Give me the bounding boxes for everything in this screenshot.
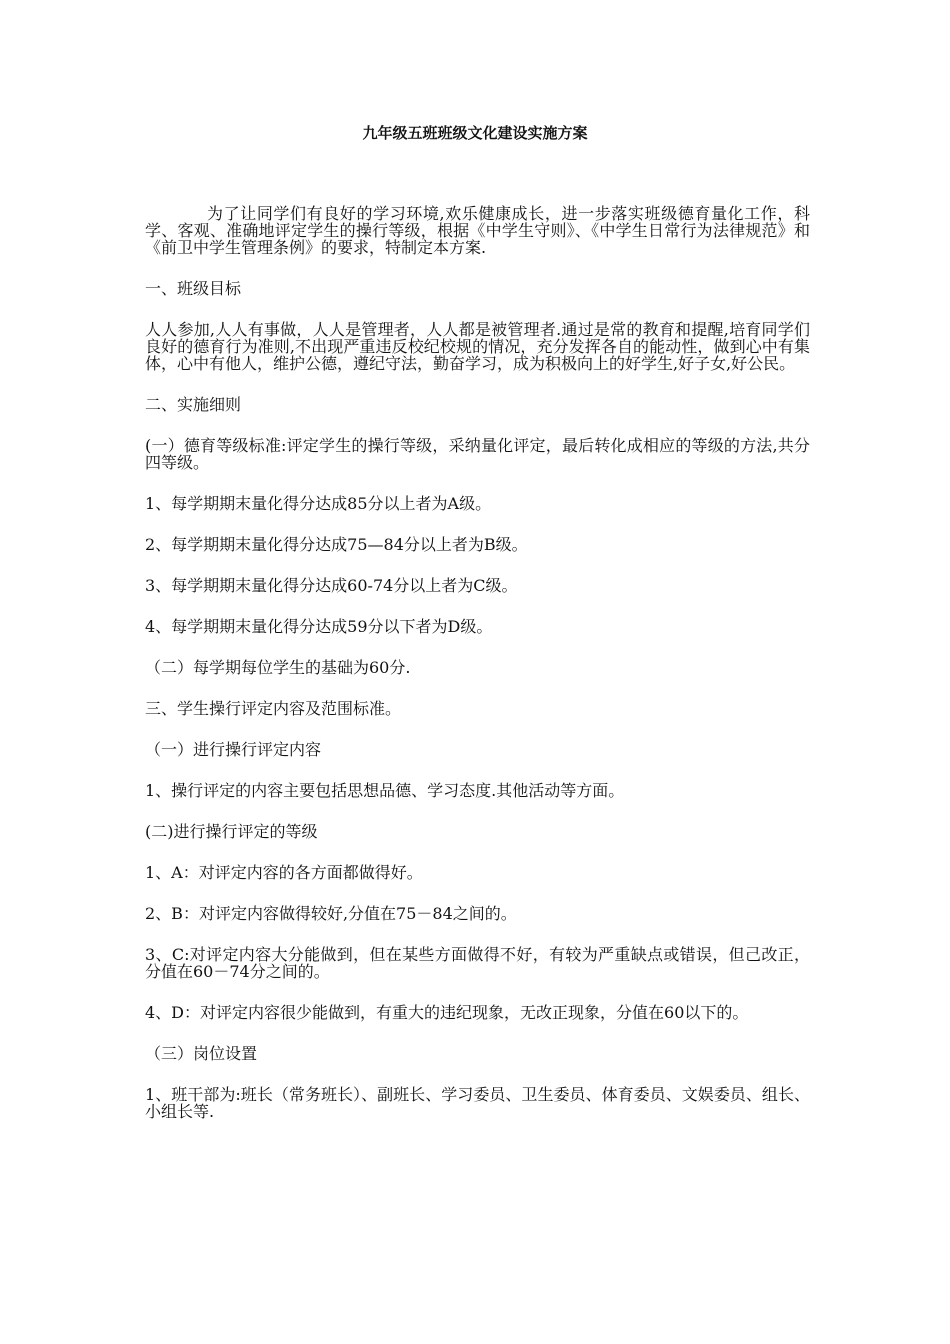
section-heading-evaluation: 三、学生操行评定内容及范围标准。 <box>145 699 402 718</box>
evaluation-content-heading: （一）进行操行评定内容 <box>145 740 322 759</box>
evaluation-grade-heading: (二)进行操行评定的等级 <box>145 822 318 841</box>
goals-paragraph: 人人参加,人人有事做，人人是管理者，人人都是被管理者.通过是常的教育和提醒,培育同学们良好的德育行为准则,不出现严重违反校纪校规的情况，充分发挥各自的能动性，做到心中有集体，心中有他人，维护公德，遵纪守法，勤奋学习，成为积极向上的好学生,好子女,好公民。 <box>145 320 810 373</box>
evaluation-grade-d: 4、D：对评定内容很少能做到，有重大的违纪现象，无改正现象，分值在60以下的。 <box>145 1003 749 1022</box>
evaluation-content-item: 1、操行评定的内容主要包括思想品德、学习态度.其他活动等方面。 <box>145 781 625 800</box>
grade-c-item: 3、每学期期末量化得分达成60-74分以上者为C级。 <box>145 576 518 595</box>
grade-b-item: 2、每学期期末量化得分达成75—84分以上者为B级。 <box>145 535 528 554</box>
evaluation-grade-a: 1、A：对评定内容的各方面都做得好。 <box>145 863 423 882</box>
document-body <box>145 205 810 1120</box>
position-item: 1、班干部为:班长（常务班长）、副班长、学习委员、卫生委员、体育委员、文娱委员、组长、小组长等. <box>145 1085 810 1121</box>
base-score-item: （二）每学期每位学生的基础为60分. <box>145 658 411 677</box>
intro-paragraph: 为了让同学们有良好的学习环境,欢乐健康成长，进一步落实班级德育量化工作，科学、客观、准确地评定学生的操行等级，根据《中学生守则》、《中学生日常行为法律规范》和《前卫中学生管理条例》的要求，特制定本方案. <box>145 204 810 257</box>
section-heading-rules: 二、实施细则 <box>145 395 242 414</box>
position-heading: （三）岗位设置 <box>145 1044 258 1063</box>
grade-d-item: 4、每学期期末量化得分达成59分以下者为D级。 <box>145 617 493 636</box>
document-title: 九年级五班班级文化建设实施方案 <box>362 124 588 142</box>
evaluation-grade-b: 2、B：对评定内容做得较好,分值在75－84之间的。 <box>145 904 517 923</box>
evaluation-grade-c: 3、C:对评定内容大分能做到，但在某些方面做得不好，有较为严重缺点或错误，但己改正，分值在60－74分之间的。 <box>145 945 810 981</box>
section-heading-goals: 一、班级目标 <box>145 279 242 298</box>
grade-a-item: 1、每学期期末量化得分达成85分以上者为A级。 <box>145 494 492 513</box>
grade-standard-paragraph: (一）德育等级标准:评定学生的操行等级，采纳量化评定，最后转化成相应的等级的方法,共分四等级。 <box>145 436 810 472</box>
